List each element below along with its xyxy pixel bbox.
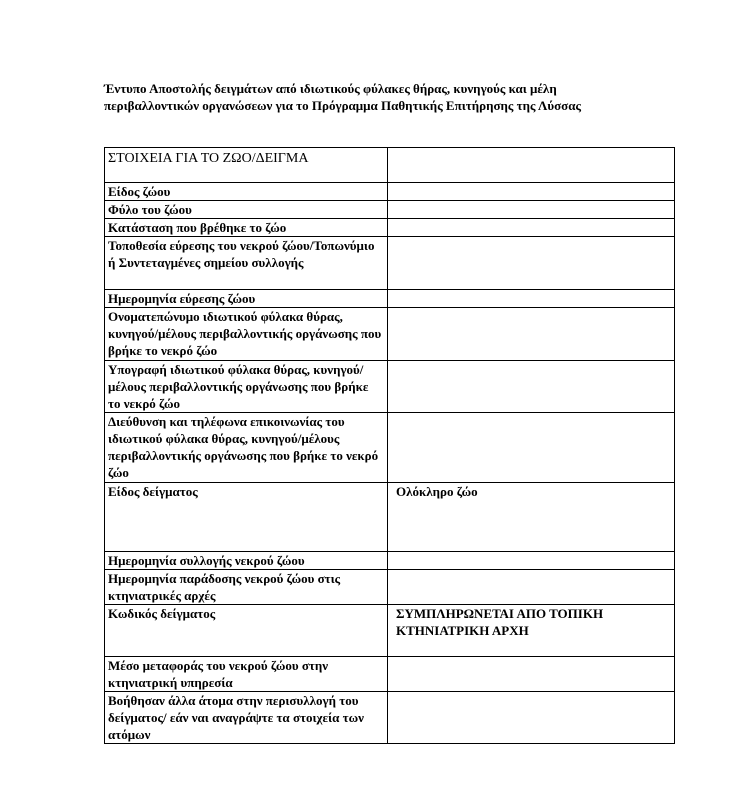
row-value[interactable] — [388, 692, 675, 744]
table-header-row — [105, 148, 675, 183]
table-row — [105, 605, 675, 657]
table-row — [105, 413, 675, 483]
table-row — [105, 183, 675, 201]
row-label: Κωδικός δείγματος — [105, 605, 388, 657]
row-value[interactable] — [388, 308, 675, 361]
row-value[interactable] — [388, 570, 675, 605]
row-label: Μέσο μεταφοράς του νεκρού ζώου στην κτηνιατρική υπηρεσία — [105, 657, 388, 692]
row-label: Είδος δείγματος — [105, 483, 388, 552]
row-value[interactable] — [388, 657, 675, 692]
sample-form-table — [104, 147, 675, 744]
table-row — [105, 308, 675, 361]
table-row — [105, 552, 675, 570]
row-label: Ονοματεπώνυμο ιδιωτικού φύλακα θύρας, κυνηγού/μέλους περιβαλλοντικής οργάνωσης που βρήκε το νεκρό ζώο — [105, 308, 388, 361]
row-value[interactable] — [388, 552, 675, 570]
table-row — [105, 201, 675, 219]
row-value[interactable] — [388, 290, 675, 308]
table-row — [105, 237, 675, 290]
row-value[interactable] — [388, 361, 675, 413]
row-value[interactable] — [388, 237, 675, 290]
table-row — [105, 290, 675, 308]
document-title — [104, 80, 704, 114]
row-label: Φύλο του ζώου — [105, 201, 388, 219]
document-title-line-2: περιβαλλοντικών οργανώσεων για το Πρόγραμμα Παθητικής Επιτήρησης της Λύσσας — [104, 98, 581, 113]
row-label: Είδος ζώου — [105, 183, 388, 201]
row-label: Ημερομηνία εύρεσης ζώου — [105, 290, 388, 308]
row-value[interactable]: Ολόκληρο ζώο — [388, 483, 675, 552]
row-value[interactable] — [388, 219, 675, 237]
row-label: Διεύθυνση και τηλέφωνα επικοινωνίας του ιδιωτικού φύλακα θύρας, κυνηγού/μέλους περιβαλλοντικής οργάνωσης που βρήκε το νεκρό ζώο — [105, 413, 388, 483]
row-label: Ημερομηνία παράδοσης νεκρού ζώου στις κτηνιατρικές αρχές — [105, 570, 388, 605]
table-row — [105, 657, 675, 692]
table-row — [105, 483, 675, 552]
section-header-value — [388, 148, 675, 183]
table-row — [105, 219, 675, 237]
row-value[interactable]: ΣΥΜΠΛΗΡΩΝΕΤΑΙ ΑΠΟ ΤΟΠΙΚΗ ΚΤΗΝΙΑΤΡΙΚΗ ΑΡΧΗ — [388, 605, 675, 657]
document-title-line-1: Έντυπο Αποστολής δειγμάτων από ιδιωτικούς φύλακες θήρας, κυνηγούς και μέλη — [104, 81, 557, 96]
table-row — [105, 570, 675, 605]
section-header: ΣΤΟΙΧΕΙΑ ΓΙΑ ΤΟ ΖΩΟ/ΔΕΙΓΜΑ — [105, 148, 388, 183]
row-label: Ημερομηνία συλλογής νεκρού ζώου — [105, 552, 388, 570]
row-label: Υπογραφή ιδιωτικού φύλακα θύρας, κυνηγού/μέλους περιβαλλοντικής οργάνωσης που βρήκε το νεκρό ζώο — [105, 361, 388, 413]
table-row — [105, 692, 675, 744]
row-value[interactable] — [388, 183, 675, 201]
row-value[interactable] — [388, 413, 675, 483]
row-label: Κατάσταση που βρέθηκε το ζώο — [105, 219, 388, 237]
row-value[interactable] — [388, 201, 675, 219]
row-label: Βοήθησαν άλλα άτομα στην περισυλλογή του δείγματος/ εάν ναι αναγράψτε τα στοιχεία των ατόμων — [105, 692, 388, 744]
table-row — [105, 361, 675, 413]
row-label: Τοποθεσία εύρεσης του νεκρού ζώου/Τοπωνύμιο ή Συντεταγμένες σημείου συλλογής — [105, 237, 388, 290]
